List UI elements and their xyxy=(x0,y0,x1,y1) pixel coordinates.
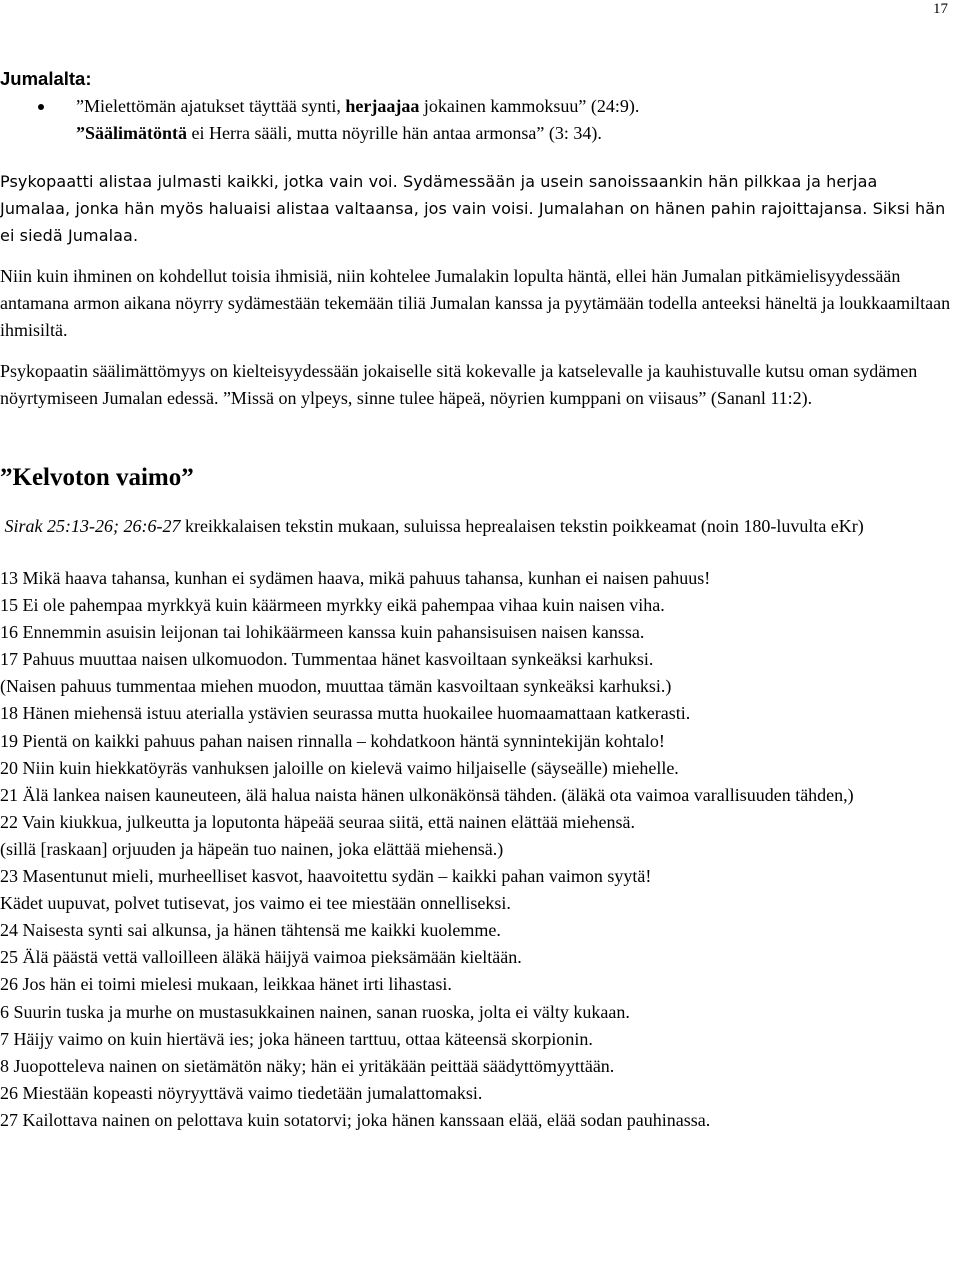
document-body xyxy=(0,65,952,1134)
verse-line: 16 Ennemmin asuisin leijonan tai lohikäärmeen kanssa kuin pahansisuisen naisen kanssa. xyxy=(0,622,645,643)
quote-bold-word: ”Säälimätöntä xyxy=(76,123,188,143)
quote-bold-word: herjaajaa xyxy=(345,96,420,116)
verse-line: 25 Älä päästä vettä valloilleen äläkä häijyä vaimoa pieksämään kieltään. xyxy=(0,947,522,968)
verse-line: 23 Masentunut mieli, murheelliset kasvot, haavoitettu sydän – kaikki pahan vaimon syytä! xyxy=(0,866,652,887)
scripture-reference: Sirak 25:13-26; 26:6-27 xyxy=(4,516,181,536)
verse-line: 19 Pientä on kaikki pahuus pahan naisen rinnalla – kohdatkoon häntä synnintekijän kohtalo! xyxy=(0,730,665,751)
intro-text: kreikkalaisen tekstin mukaan, suluissa heprealaisen tekstin poikkeamat (noin 180-luvulta eKr) xyxy=(180,516,864,536)
verse-line: 24 Naisesta synti sai alkunsa, ja hänen tähtensä me kaikki kuolemme. xyxy=(0,920,501,941)
verse-line: 15 Ei ole pahempaa myrkkyä kuin käärmeen myrkky eikä pahempaa vihaa kuin naisen viha. xyxy=(0,595,665,616)
verse-line: 20 Niin kuin hiekkatöyräs vanhuksen jaloille on kielevä vaimo hiljaiselle (säyseälle) miehelle. xyxy=(0,757,679,778)
verse-line: 26 Jos hän ei toimi mielesi mukaan, leikkaa hänet irti lihastasi. xyxy=(0,974,452,995)
section-heading: Jumalalta: xyxy=(0,68,92,89)
verse-line: 6 Suurin tuska ja murhe on mustasukkainen nainen, sanan ruoska, jolta ei välty kukaan. xyxy=(0,1001,630,1022)
verse-line: 26 Miestään kopeasti nöyryyttävä vaimo tiedetään jumalattomaksi. xyxy=(0,1082,483,1103)
verse-line: (sillä [raskaan] orjuuden ja häpeän tuo nainen, joka elättää miehensä.) xyxy=(0,838,504,859)
paragraph-saalimattomyys: Psykopaatin säälimättömyys on kielteisyydessään jokaiselle sitä kokevalle ja katselevalle ja kauhistuvalle kutsu oman sydämen nöyrtymiseen Jumalan edessä. ”Missä on ylpeys, sinne tulee häpeä, nöyrien kumppani on viisaus” (Sananl 11:2). xyxy=(0,361,918,408)
quote-text: ei Herra sääli, mutta nöyrille hän antaa armonsa” (3: 34). xyxy=(187,123,602,143)
paragraph-jumala: Niin kuin ihminen on kohdellut toisia ihmisiä, niin kohtelee Jumalakin lopulta häntä, ellei hän Jumalan pitkämielisyydessään antamana armon aikana nöyrry sydämestään tekemään tiliä Jumalan kanssa ja pyytämään todella anteeksi häneltä ja loukkaamiltaan ihmisiltä. xyxy=(0,266,951,340)
verse-line: 18 Hänen miehensä istuu aterialla ystävien seurassa mutta huokailee huomaamattaan katkerasti. xyxy=(0,703,691,724)
quote-list xyxy=(0,93,952,147)
intro-paragraph xyxy=(0,513,952,540)
bullet-icon xyxy=(38,104,44,110)
verse-list xyxy=(0,565,952,1134)
quote-text: jokainen kammoksuu” (24:9). xyxy=(419,96,640,116)
chapter-title: ”Kelvoton vaimo” xyxy=(0,464,194,491)
page-number: 17 xyxy=(933,1,948,17)
verse-line: 22 Vain kiukkua, julkeutta ja loputonta häpeää seuraa siitä, että nainen elättää miehensä. xyxy=(0,811,635,832)
quote-text: ”Mielettömän ajatukset täyttää synti, xyxy=(76,96,346,116)
verse-line: (Naisen pahuus tummentaa miehen muodon, muuttaa tämän kasvoiltaan synkeäksi karhuksi.) xyxy=(0,676,672,697)
verse-line: 21 Älä lankea naisen kauneuteen, älä halua naista hänen ulkonäkönsä tähden. (äläkä ota vaimoa varallisuuden tähden,) xyxy=(0,784,854,805)
verse-line: 7 Häijy vaimo on kuin hiertävä ies; joka häneen tarttuu, ottaa käteensä skorpionin. xyxy=(0,1028,593,1049)
verse-line: 8 Juopotteleva nainen on sietämätön näky; hän ei yritäkään peittää säädyttömyyttään. xyxy=(0,1055,615,1076)
quote-list-item xyxy=(0,93,952,147)
paragraph-psykopaatti: Psykopaatti alistaa julmasti kaikki, jotka vain voi. Sydämessään ja usein sanoissaankin hän pilkkaa ja herjaa Jumalaa, jonka hän myös haluaisi alistaa valtaansa, jos vain voisi. Jumalahan on hänen pahin rajoittajansa. Siksi hän ei siedä Jumalaa. xyxy=(0,172,946,245)
verse-line: Kädet uupuvat, polvet tutisevat, jos vaimo ei tee miestään onnelliseksi. xyxy=(0,893,511,914)
verse-line: 17 Pahuus muuttaa naisen ulkomuodon. Tummentaa hänet kasvoiltaan synkeäksi karhuksi. xyxy=(0,649,654,670)
verse-line: 27 Kailottava nainen on pelottava kuin sotatorvi; joka hänen kanssaan elää, elää sodan pauhinassa. xyxy=(0,1109,711,1130)
verse-line: 13 Mikä haava tahansa, kunhan ei sydämen haava, mikä pahuus tahansa, kunhan ei naisen pahuus! xyxy=(0,568,711,588)
